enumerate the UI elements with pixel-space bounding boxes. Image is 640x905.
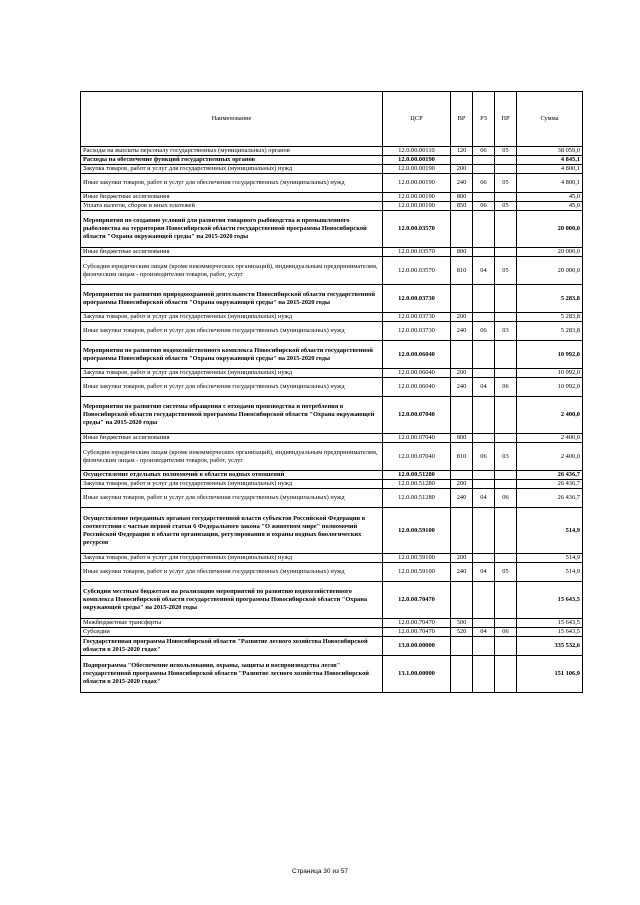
cell-sum: 26 436,7: [517, 480, 583, 489]
cell-pr: [495, 508, 517, 554]
table-header-row: [81, 92, 583, 147]
cell-csr: 12.0.00.59100: [383, 508, 451, 554]
cell-rz: 04: [473, 257, 495, 285]
cell-vr: 500: [451, 619, 473, 628]
cell-pr: 05: [495, 202, 517, 211]
table-row: [81, 147, 583, 156]
cell-name: Межбюджетные трансферты: [81, 619, 383, 628]
cell-name: Иные закупки товаров, работ и услуг для обеспечения государственных (муниципальных) нужд: [81, 378, 383, 397]
cell-sum: 2 400,0: [517, 434, 583, 443]
cell-rz: [473, 341, 495, 369]
table-row: [81, 369, 583, 378]
cell-sum: 20 000,0: [517, 211, 583, 248]
cell-vr: 520: [451, 628, 473, 637]
cell-sum: 15 643,5: [517, 628, 583, 637]
cell-vr: 800: [451, 248, 473, 257]
cell-rz: [473, 554, 495, 563]
cell-name: Уплата налогов, сборов и иных платежей: [81, 202, 383, 211]
cell-csr: 12.0.00.70470: [383, 582, 451, 619]
cell-sum: 4 845,1: [517, 156, 583, 165]
cell-name: Расходы на обеспечение функций государственных органов: [81, 156, 383, 165]
cell-pr: [495, 341, 517, 369]
cell-rz: 04: [473, 628, 495, 637]
cell-rz: [473, 211, 495, 248]
cell-name: Подпрограмма "Обеспечение использования, охраны, защиты и воспроизводства лесов" государственной программы Новосибирской области "Развитие лесного хозяйства Новосибирской области в 2015-2020 годах": [81, 656, 383, 693]
cell-pr: 06: [495, 378, 517, 397]
cell-csr: 12.0.00.00190: [383, 156, 451, 165]
cell-rz: 06: [473, 147, 495, 156]
cell-name: Иные закупки товаров, работ и услуг для обеспечения государственных (муниципальных) нужд: [81, 322, 383, 341]
table-row: [81, 165, 583, 174]
cell-rz: [473, 508, 495, 554]
cell-name: Мероприятия по развитию системы обращения с отходами производства и потребления в Новосибирской области государственной программы Новосибирской области "Охрана окружающей среды" на 2015-2020 годы: [81, 397, 383, 434]
cell-pr: 05: [495, 563, 517, 582]
cell-rz: 04: [473, 489, 495, 508]
cell-vr: [451, 211, 473, 248]
cell-sum: 5 283,8: [517, 285, 583, 313]
cell-csr: 12.0.00.03730: [383, 313, 451, 322]
cell-vr: 800: [451, 434, 473, 443]
cell-sum: 15 643,5: [517, 582, 583, 619]
cell-pr: [495, 434, 517, 443]
cell-vr: 200: [451, 480, 473, 489]
header-csr: ЦСР: [383, 92, 451, 147]
cell-rz: [473, 369, 495, 378]
cell-name: Субсидии юридическим лицам (кроме некоммерческих организаций), индивидуальным предпринимателям, физическим лицам - производителям товаров, работ, услуг: [81, 443, 383, 471]
cell-vr: 240: [451, 322, 473, 341]
cell-csr: 12.0.00.07040: [383, 443, 451, 471]
cell-vr: [451, 285, 473, 313]
cell-vr: 120: [451, 147, 473, 156]
cell-sum: 4 800,1: [517, 165, 583, 174]
cell-name: Мероприятия по созданию условий для развития товарного рыбоводства и промышленного рыболовства на территории Новосибирской области государственной программы Новосибирской области "Охрана окружающей среды" на 2015-2020 годы: [81, 211, 383, 248]
table-row: [81, 480, 583, 489]
table-row: [81, 554, 583, 563]
cell-pr: [495, 471, 517, 480]
cell-sum: 38 059,0: [517, 147, 583, 156]
table-row: [81, 582, 583, 619]
table-row: [81, 257, 583, 285]
cell-csr: 12.0.00.59100: [383, 554, 451, 563]
cell-name: Субсидии: [81, 628, 383, 637]
cell-pr: [495, 193, 517, 202]
cell-vr: 200: [451, 369, 473, 378]
cell-sum: 5 283,8: [517, 322, 583, 341]
cell-rz: 06: [473, 322, 495, 341]
cell-sum: 151 106,9: [517, 656, 583, 693]
cell-sum: 45,0: [517, 193, 583, 202]
cell-rz: 06: [473, 443, 495, 471]
cell-sum: 10 992,0: [517, 378, 583, 397]
cell-name: Осуществление отдельных полномочий в области водных отношений: [81, 471, 383, 480]
table-row: [81, 656, 583, 693]
cell-sum: 335 532,6: [517, 637, 583, 656]
cell-rz: [473, 471, 495, 480]
cell-csr: 12.0.00.51280: [383, 489, 451, 508]
cell-rz: [473, 165, 495, 174]
cell-csr: 12.0.00.03730: [383, 322, 451, 341]
cell-name: Иные закупки товаров, работ и услуг для обеспечения государственных (муниципальных) нужд: [81, 174, 383, 193]
cell-vr: 800: [451, 193, 473, 202]
table-row: [81, 174, 583, 193]
header-rz: РЗ: [473, 92, 495, 147]
table-row: [81, 378, 583, 397]
cell-vr: 240: [451, 563, 473, 582]
cell-pr: 05: [495, 257, 517, 285]
cell-name: Закупка товаров, работ и услуг для государственных (муниципальных) нужд: [81, 165, 383, 174]
table-row: [81, 489, 583, 508]
table-row: [81, 563, 583, 582]
table-row: [81, 443, 583, 471]
cell-vr: 240: [451, 174, 473, 193]
table-row: [81, 193, 583, 202]
cell-vr: 200: [451, 554, 473, 563]
cell-name: Субсидии юридическим лицам (кроме некоммерческих организаций), индивидуальным предпринимателям, физическим лицам - производителям товаров, работ, услуг: [81, 257, 383, 285]
cell-csr: 12.0.00.06040: [383, 341, 451, 369]
cell-rz: [473, 156, 495, 165]
cell-pr: [495, 582, 517, 619]
cell-vr: [451, 341, 473, 369]
cell-pr: 05: [495, 147, 517, 156]
header-vr: ВР: [451, 92, 473, 147]
cell-name: Субсидии местным бюджетам на реализацию мероприятий по развитию водохозяйственного комплекса Новосибирской области государственной программы Новосибирской области "Охрана окружающей среды" на 2015-2020 годы: [81, 582, 383, 619]
cell-pr: [495, 369, 517, 378]
cell-vr: [451, 582, 473, 619]
cell-csr: 12.0.00.03570: [383, 248, 451, 257]
cell-vr: 240: [451, 489, 473, 508]
cell-vr: 200: [451, 313, 473, 322]
cell-sum: 45,0: [517, 202, 583, 211]
table-row: [81, 211, 583, 248]
cell-vr: 240: [451, 378, 473, 397]
table-row: [81, 628, 583, 637]
cell-csr: 12.0.00.51280: [383, 480, 451, 489]
cell-vr: [451, 637, 473, 656]
cell-rz: [473, 480, 495, 489]
cell-sum: 10 992,0: [517, 341, 583, 369]
cell-vr: 810: [451, 257, 473, 285]
table-row: [81, 619, 583, 628]
cell-pr: [495, 211, 517, 248]
cell-csr: 12.0.00.03570: [383, 211, 451, 248]
header-sum: Сумма: [517, 92, 583, 147]
cell-csr: 12.0.00.07040: [383, 397, 451, 434]
cell-pr: [495, 554, 517, 563]
cell-sum: 15 643,5: [517, 619, 583, 628]
cell-pr: [495, 248, 517, 257]
cell-vr: [451, 656, 473, 693]
cell-rz: [473, 582, 495, 619]
cell-pr: [495, 156, 517, 165]
cell-name: Закупка товаров, работ и услуг для государственных (муниципальных) нужд: [81, 480, 383, 489]
cell-csr: 12.0.00.00190: [383, 165, 451, 174]
cell-sum: 2 400,0: [517, 443, 583, 471]
cell-rz: [473, 619, 495, 628]
cell-pr: [495, 637, 517, 656]
budget-table: [80, 91, 583, 693]
cell-sum: 514,9: [517, 563, 583, 582]
table-row: [81, 313, 583, 322]
cell-sum: 514,9: [517, 554, 583, 563]
cell-csr: 12.0.00.00190: [383, 202, 451, 211]
cell-name: Закупка товаров, работ и услуг для государственных (муниципальных) нужд: [81, 554, 383, 563]
cell-name: Мероприятия по развитию природоохранной деятельности Новосибирской области государственной программы Новосибирской области "Охрана окружающей среды" на 2015-2020 годы: [81, 285, 383, 313]
cell-name: Иные бюджетные ассигнования: [81, 248, 383, 257]
cell-name: Мероприятия по развитию водохозяйственного комплекса Новосибирской области государственной программы Новосибирской области "Охрана окружающей среды" на 2015-2020 годы: [81, 341, 383, 369]
cell-rz: [473, 313, 495, 322]
cell-sum: 10 992,0: [517, 369, 583, 378]
cell-rz: [473, 637, 495, 656]
cell-pr: [495, 285, 517, 313]
cell-csr: 12.0.00.03730: [383, 285, 451, 313]
page-footer: Страница 30 из 57: [292, 868, 348, 875]
cell-sum: 514,9: [517, 508, 583, 554]
cell-vr: 200: [451, 165, 473, 174]
cell-name: Осуществление переданных органам государственной власти субъектов Российской Федерации в соответствии с частью первой статьи 6 Федерального закона "О животном мире" полномочий Российской Федерации в области организации, регулирования и охраны водных биологических ресурсов: [81, 508, 383, 554]
cell-pr: [495, 397, 517, 434]
cell-csr: 12.0.00.07040: [383, 434, 451, 443]
cell-vr: 850: [451, 202, 473, 211]
cell-rz: 06: [473, 174, 495, 193]
cell-name: Закупка товаров, работ и услуг для государственных (муниципальных) нужд: [81, 369, 383, 378]
cell-sum: 20 000,0: [517, 257, 583, 285]
table-row: [81, 156, 583, 165]
table-row: [81, 285, 583, 313]
cell-csr: 12.0.00.00190: [383, 193, 451, 202]
cell-sum: 4 800,1: [517, 174, 583, 193]
cell-rz: [473, 434, 495, 443]
cell-csr: 12.0.00.70470: [383, 619, 451, 628]
table-row: [81, 471, 583, 480]
cell-sum: 5 283,8: [517, 313, 583, 322]
cell-pr: [495, 656, 517, 693]
cell-name: Иные бюджетные ассигнования: [81, 193, 383, 202]
cell-csr: 12.0.00.59100: [383, 563, 451, 582]
cell-csr: 12.0.00.51280: [383, 471, 451, 480]
cell-csr: 12.0.00.70470: [383, 628, 451, 637]
cell-vr: [451, 508, 473, 554]
cell-sum: 26 436,7: [517, 471, 583, 480]
cell-rz: 04: [473, 563, 495, 582]
cell-vr: [451, 471, 473, 480]
table-row: [81, 248, 583, 257]
cell-rz: [473, 285, 495, 313]
cell-rz: [473, 397, 495, 434]
cell-rz: [473, 248, 495, 257]
table-row: [81, 322, 583, 341]
cell-pr: [495, 480, 517, 489]
cell-csr: 12.0.00.06040: [383, 378, 451, 397]
header-pr: ПР: [495, 92, 517, 147]
cell-pr: [495, 165, 517, 174]
table-body: [81, 147, 583, 693]
cell-name: Иные закупки товаров, работ и услуг для обеспечения государственных (муниципальных) нужд: [81, 489, 383, 508]
cell-csr: 12.0.00.00190: [383, 174, 451, 193]
table-row: [81, 202, 583, 211]
cell-name: Иные бюджетные ассигнования: [81, 434, 383, 443]
cell-sum: 20 000,0: [517, 248, 583, 257]
cell-vr: [451, 397, 473, 434]
cell-pr: 03: [495, 322, 517, 341]
cell-pr: 03: [495, 443, 517, 471]
cell-rz: [473, 656, 495, 693]
cell-pr: 06: [495, 628, 517, 637]
cell-name: Закупка товаров, работ и услуг для государственных (муниципальных) нужд: [81, 313, 383, 322]
header-name: Наименование: [81, 92, 383, 147]
cell-csr: 12.0.00.03570: [383, 257, 451, 285]
cell-name: Расходы на выплаты персоналу государственных (муниципальных) органов: [81, 147, 383, 156]
cell-csr: 12.0.00.06040: [383, 369, 451, 378]
cell-name: Иные закупки товаров, работ и услуг для обеспечения государственных (муниципальных) нужд: [81, 563, 383, 582]
cell-csr: 12.0.00.00110: [383, 147, 451, 156]
cell-csr: 13.0.00.00000: [383, 637, 451, 656]
cell-vr: 810: [451, 443, 473, 471]
cell-pr: [495, 313, 517, 322]
cell-sum: 26 436,7: [517, 489, 583, 508]
cell-rz: 06: [473, 202, 495, 211]
cell-pr: 05: [495, 174, 517, 193]
cell-pr: [495, 619, 517, 628]
cell-csr: 13.1.00.00000: [383, 656, 451, 693]
cell-name: Государственная программа Новосибирской области "Развитие лесного хозяйства Новосибирской области в 2015-2020 годах": [81, 637, 383, 656]
table-row: [81, 637, 583, 656]
cell-rz: 04: [473, 378, 495, 397]
cell-sum: 2 400,0: [517, 397, 583, 434]
table-row: [81, 397, 583, 434]
table-row: [81, 341, 583, 369]
cell-rz: [473, 193, 495, 202]
cell-vr: [451, 156, 473, 165]
cell-pr: 06: [495, 489, 517, 508]
table-row: [81, 508, 583, 554]
table-row: [81, 434, 583, 443]
